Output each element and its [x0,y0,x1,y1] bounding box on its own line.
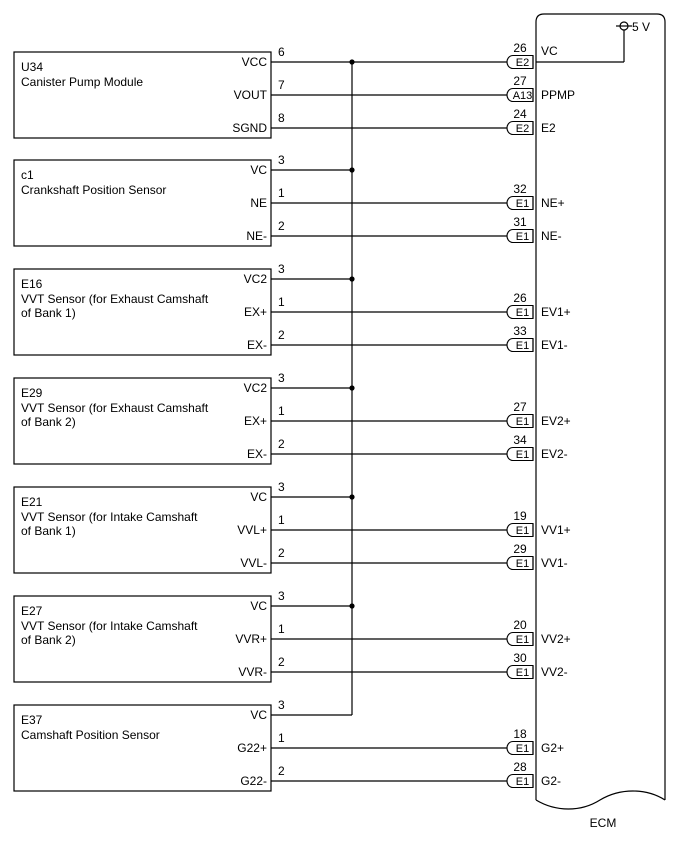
ecm-pin-number: 27 [513,74,527,88]
connector-code: E1 [515,198,530,210]
ecm-signal-label: EV2- [541,447,568,461]
component-pin-label: VC [250,490,267,504]
connector-code: E1 [515,340,530,352]
component-pin-number: 6 [278,45,285,59]
junction-dot [349,603,354,608]
component-e16 [14,262,285,355]
component-id: E21 [21,495,43,509]
connector-code: E1 [515,231,530,243]
component-pin-number: 2 [278,764,285,778]
connector-code: E2 [515,123,530,135]
component-pin-number: 3 [278,371,285,385]
component-id: E29 [21,386,43,400]
component-pin-number: 1 [278,186,285,200]
connector-code: A13 [512,90,533,102]
ecm-signal-label: VV2- [541,665,568,679]
component-pin-number: 1 [278,513,285,527]
component-pin-label: SGND [232,121,267,135]
component-e29 [14,371,285,464]
ecm-pin-number: 24 [513,107,527,121]
component-pin-label: VVR- [238,665,267,679]
component-name: of Bank 1) [21,306,76,320]
component-pin-number: 3 [278,589,285,603]
connector-code: E1 [515,776,530,788]
component-name: VVT Sensor (for Exhaust Camshaft [21,401,209,415]
component-pin-number: 2 [278,546,285,560]
component-name: VVT Sensor (for Intake Camshaft [21,510,198,524]
ecm-pin-number: 18 [513,727,527,741]
component-pin-number: 3 [278,153,285,167]
ecm-signal-label: NE+ [541,196,565,210]
component-pin-label: VC [250,599,267,613]
ecm-signal-label: VV2+ [541,632,571,646]
component-name: VVT Sensor (for Exhaust Camshaft [21,292,209,306]
connector-code: E1 [515,743,530,755]
junction-dot [349,276,354,281]
connector-code: E1 [515,416,530,428]
component-name: Camshaft Position Sensor [21,728,160,742]
component-name: of Bank 2) [21,415,76,429]
ecm-pin-number: 28 [513,760,527,774]
component-name: Canister Pump Module [21,75,144,89]
component-pin-label: VVL- [240,556,267,570]
ecm-signal-label: PPMP [541,88,576,102]
component-pin-label: EX+ [243,305,267,319]
component-pin-number: 1 [278,404,285,418]
ecm-signal-label: EV1+ [541,305,571,319]
component-pin-number: 2 [278,437,285,451]
component-pin-label: VVL+ [237,523,267,537]
ecm-break-line [536,791,665,809]
component-pin-number: 1 [278,295,285,309]
component-e37 [14,698,285,791]
component-pin-number: 1 [278,731,285,745]
ecm-pin-number: 19 [513,509,527,523]
component-pin-label: VC2 [243,381,267,395]
component-pin-label: NE- [246,229,267,243]
ecm-signal-label: G2+ [541,741,565,755]
connector-code: E1 [515,667,530,679]
ecm-pin-number: 26 [513,291,527,305]
ecm-pin-number: 31 [513,215,527,229]
component-pin-number: 8 [278,111,285,125]
ecm-pin-number: 34 [513,433,527,447]
component-pin-label: G22+ [237,741,267,755]
component-pin-label: VVR+ [235,632,267,646]
junction-dot [349,167,354,172]
component-name: of Bank 2) [21,633,76,647]
component-id: E37 [21,713,43,727]
component-pin-number: 1 [278,622,285,636]
component-pin-label: EX+ [243,414,267,428]
component-pin-label: G22- [240,774,267,788]
connector-code: E2 [515,57,530,69]
ecm-pin-number: 29 [513,542,527,556]
component-pin-label: VC2 [243,272,267,286]
connector-code: E1 [515,307,530,319]
component-e21 [14,480,285,573]
connector-code: E1 [515,634,530,646]
component-name: of Bank 1) [21,524,76,538]
connector-code: E1 [515,449,530,461]
component-e27 [14,589,285,682]
component-pin-number: 2 [278,655,285,669]
ecm-pin-number: 33 [513,324,527,338]
component-pin-label: VOUT [233,88,267,102]
component-id: E16 [21,277,43,291]
ecm-pin-number: 30 [513,651,527,665]
component-name: VVT Sensor (for Intake Camshaft [21,619,198,633]
component-pin-label: EX- [246,447,267,461]
component-id: E27 [21,604,43,618]
component-pin-label: VC [250,708,267,722]
component-id: U34 [21,60,44,74]
component-pin-label: VCC [241,55,267,69]
component-id: c1 [21,168,34,182]
components-layer [14,45,285,791]
component-pin-number: 3 [278,698,285,712]
component-pin-label: EX- [246,338,267,352]
component-pin-label: VC [250,163,267,177]
component-pin-number: 7 [278,78,285,92]
wires-layer [271,59,624,781]
component-u34 [14,45,285,138]
junction-dot [349,494,354,499]
ecm-pin-number: 20 [513,618,527,632]
component-pin-number: 3 [278,480,285,494]
ecm-signal-label: NE- [541,229,562,243]
ecm-pin-number: 27 [513,400,527,414]
ecm-label: ECM [589,816,617,830]
component-pin-number: 2 [278,328,285,342]
component-pin-label: NE [250,196,267,210]
ecm-signal-label: E2 [541,121,556,135]
component-c1 [14,153,285,246]
junction-dot [349,385,354,390]
component-box [14,705,271,791]
ecm-signal-label: EV1- [541,338,568,352]
component-pin-number: 3 [278,262,285,276]
connector-code: E1 [515,558,530,570]
supply-voltage-label: 5 V [632,20,651,34]
component-box [14,160,271,246]
ecm-pin-number: 32 [513,182,527,196]
component-name: Crankshaft Position Sensor [21,183,167,197]
ecm-signal-label: VC [541,44,558,58]
ecm-signal-label: VV1+ [541,523,571,537]
ecm-signal-label: VV1- [541,556,568,570]
connector-code: E1 [515,525,530,537]
ecm-layer [507,14,665,830]
ecm-signal-label: G2- [541,774,562,788]
ecm-pin-number: 26 [513,41,527,55]
ecm-signal-label: EV2+ [541,414,571,428]
component-pin-number: 2 [278,219,285,233]
